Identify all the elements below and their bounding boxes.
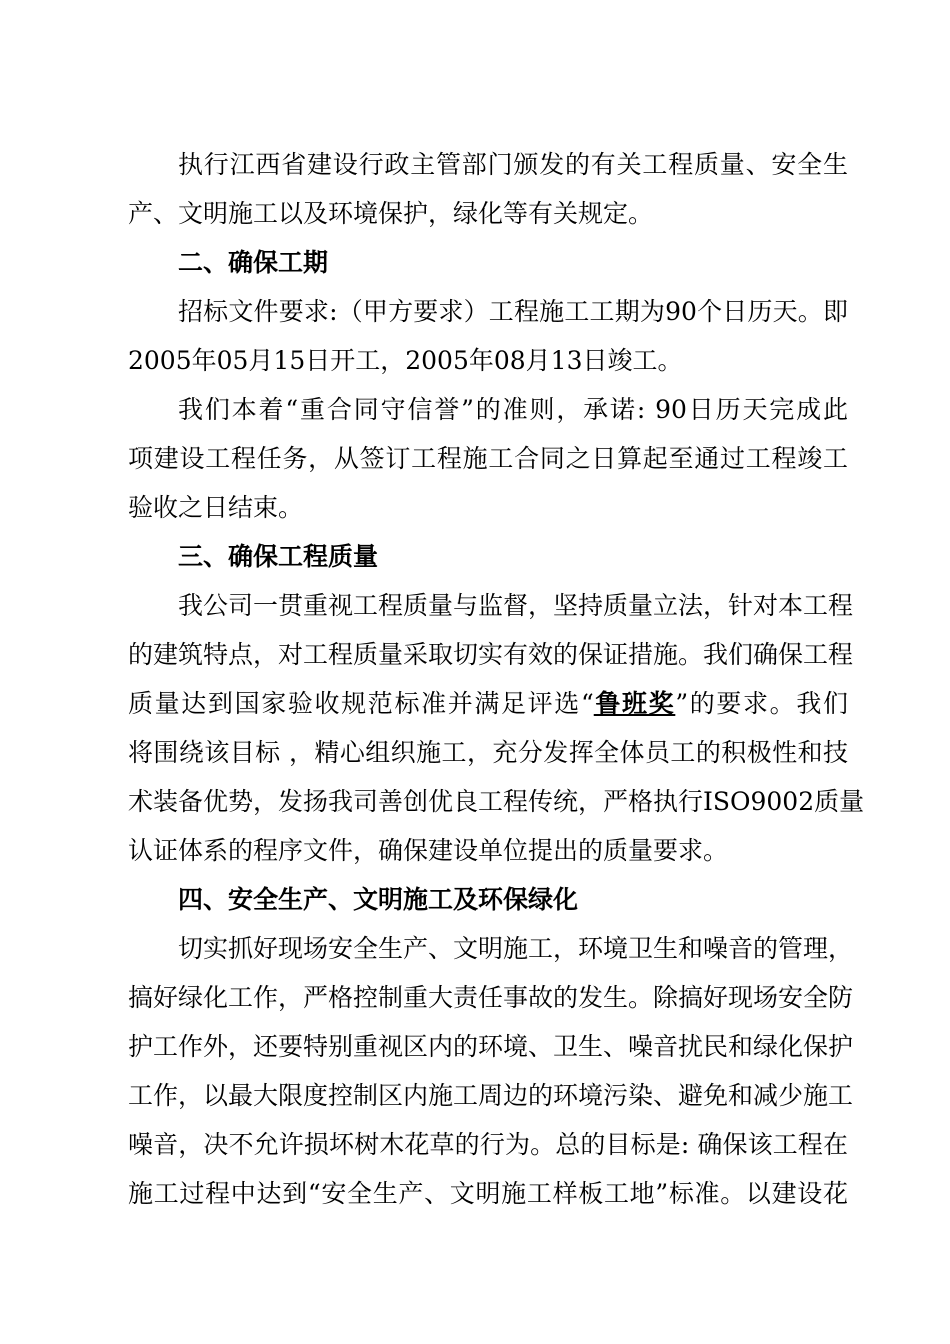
paragraph-quality-line-1: 我公司一贯重视工程质量与监督，坚持质量立法，针对本工程 xyxy=(178,591,854,620)
heading-quality: 三、确保工程质量 xyxy=(178,542,379,571)
heading-schedule: 二、确保工期 xyxy=(178,248,329,277)
paragraph-quality-line-2: 的建筑特点，对工程质量采取切实有效的保证措施。我们确保工程 xyxy=(128,640,854,669)
paragraph-quality-line-4: 将围绕该目标 ，精心组织施工，充分发挥全体员工的积极性和技 xyxy=(128,738,848,767)
paragraph-safety-line-4: 工作，以最大限度控制区内施工周边的环境污染、避免和减少施工 xyxy=(128,1081,854,1110)
paragraph-quality-line-6: 认证体系的程序文件，确保建设单位提出的质量要求。 xyxy=(128,836,729,865)
paragraph-commitment-line-2: 项建设工程任务，从签订工程施工合同之日算起至通过工程竣工 xyxy=(128,444,848,473)
paragraph-quality-line-3 xyxy=(128,679,848,728)
quality-text-before-award: 质量达到国家验收规范标准并满足评选“ xyxy=(128,689,594,718)
paragraph-regulations-line-2: 产、文明施工以及环境保护，绿化等有关规定。 xyxy=(128,199,654,228)
quality-text-after-award: ”的要求。我们 xyxy=(675,689,848,718)
paragraph-quality-line-5: 术装备优势，发扬我司善创优良工程传统，严格执行ISO9002质量 xyxy=(128,787,865,816)
document-page xyxy=(128,140,865,1218)
paragraph-safety-line-1: 切实抓好现场安全生产、文明施工，环境卫生和噪音的管理， xyxy=(178,934,854,963)
paragraph-safety-line-2: 搞好绿化工作，严格控制重大责任事故的发生。除搞好现场安全防 xyxy=(128,983,854,1012)
paragraph-safety-line-3: 护工作外，还要特别重视区内的环境、卫生、噪音扰民和绿化保护 xyxy=(128,1032,854,1061)
paragraph-safety-line-6: 施工过程中达到“安全生产、文明施工样板工地”标准。以建设花 xyxy=(128,1179,848,1208)
paragraph-commitment-line-1: 我们本着“重合同守信誉”的准则，承诺: 90日历天完成此 xyxy=(178,395,848,424)
paragraph-commitment-line-3: 验收之日结束。 xyxy=(128,493,304,522)
paragraph-regulations-line-1: 执行江西省建设行政主管部门颁发的有关工程质量、安全生 xyxy=(178,150,848,179)
paragraph-schedule-line-2: 2005年05月15日开工，2005年08月13日竣工。 xyxy=(128,346,683,375)
heading-safety: 四、安全生产、文明施工及环保绿化 xyxy=(178,885,579,914)
luban-award-emphasis: 鲁班奖 xyxy=(593,689,676,718)
paragraph-schedule-line-1: 招标文件要求:（甲方要求）工程施工工期为90个日历天。即 xyxy=(178,297,848,326)
paragraph-safety-line-5: 噪音，决不允许损坏树木花草的行为。总的目标是: 确保该工程在 xyxy=(128,1130,848,1159)
